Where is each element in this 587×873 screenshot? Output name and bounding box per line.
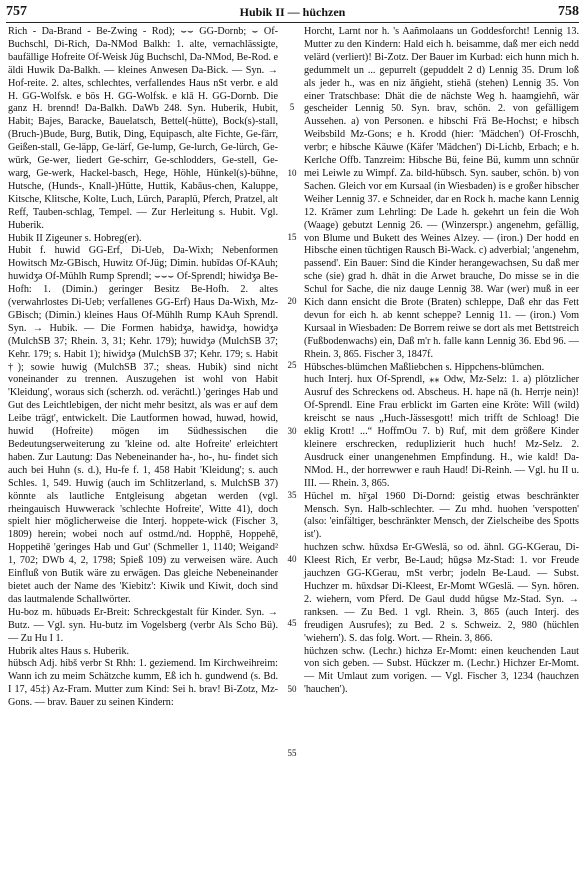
line-number: 20 <box>287 296 297 306</box>
entry-huechel: Hüchel m. hīʒəl 1960 Di-Dornd: geistig etwas beschränkter Mensch. Syn. Halb-schlechter. — Zu mhd. huohen 'verspotten' (also: 'einfältiger, beschränkter Mensch, der Zielscheibe des Spotts ist'). <box>304 490 579 541</box>
entry-huch: huch Interj. hux Of-Sprendl, ⁎⁎ Odw, Mz-Selz: 1. a) plötzlicher Ausruf des Schreckens od. Abscheus. H. hape nā (h. Herrje nein)! Of-Sprendl. Eine Frau erblickt im Garten eine Kröte: Will (wild) kreischt se naus „Huch-Jässesgott! mich trifft de Schloag! Die eklig Krott! ...“ HoffmOu 7. b) Ruf, mit dem größere Kinder kleinere erschrecken, reduplizierit huch huch! Mz-Selz. 2. Ausdruck einer unangenehmen Empfindung. H., wie kald! Da-NMod. H., der horrewwer e rauh Haud! Di-Reinh. — Vgl. hu II u. III. — Rhein. 3, 865. <box>304 374 579 489</box>
running-title: Hubik II — hüchzen <box>239 5 346 19</box>
page-number-left: 757 <box>6 4 27 19</box>
line-number: 35 <box>287 490 297 500</box>
right-column <box>304 26 579 697</box>
page-number-right: 758 <box>558 4 579 19</box>
page-header <box>6 2 579 23</box>
entry-hubrik: Hubrik altes Haus s. Huberik. <box>8 645 130 657</box>
line-number: 15 <box>287 232 297 242</box>
entry-huebsches-bluemchen: Hübsches-blümchen Maßliebchen s. Hippchens-blümchen. <box>304 361 545 373</box>
line-number: 40 <box>287 554 297 564</box>
line-number: 30 <box>287 426 297 436</box>
line-number: 5 <box>289 102 295 112</box>
left-column <box>8 26 278 710</box>
entry-hubik-continued: Rich - Da-Brand - Be-Zwing - Rod); ⌣⌣ GG-Dornb; ⌣ Of-Buchschl, Di-Rich, Da-NMod Balkh: 1. alte, vernachlässigte, baufällige Hofreite Of-Weisk Jüg Buchschl, Da-NMod, Be-Rod. e äldi Huwik Da-Balkh. — kleines Anwesen Da-Bick. — Syn. → Hof-reite. 2. altes, schlechtes, verfallendes Haus nSt verbr. e ald H. GG-Wolfsk. e bös H. GG-Wolfsk. e klā H. GG-Dornb. Die ganz H. brennd! Da-Balkh. DaWb 248. Syn. Huberik, Hubit, Habit; Bajes, Baracke, Bauelatsch, Bettel(-hütte), Bock(s)-stall, (Bruch-)Bude, Burg, Butik, Ding, Equipasch, alte Fichte, Ge-färr, Geißen-stall, Ge-läpp, Ge-lärf, Ge-lump, Ge-lurch, Ge-lürch, Ge-würk, Ge-wer, liedert Ge-schirr, Ge-schlodders, Ge-stell, Ge-warg, Ge-werk, Hackel-basch, Hege, Höhle, Hünkel(s)-bühne, Hutsche, (Hunds-, Knall-)Hütte, Huttik, Kabāus-chen, Kaluppe, Kitsche, Klitsche, Kolte, Luch, Lürch, Paraplü, Pferch, Pratzel, alt Reff, Tauben-schlag, Tempel. — Zur Herleitung s. Hubit. Vgl. Huberik. <box>8 26 278 231</box>
line-number: 50 <box>287 684 297 694</box>
entry-huebsch-continued: Horcht, Larnt nor h. 's Aañmolaans un Goddesforcht! Lennig 13. Mutter zu den Kindern: Hald eich h. beisamme, daß mer eich nedd velärd (verliert)! Bi-Zotz. Der Bauer im Kurbad: eich hunn mich h. gedummelt un ... gepurrelt (gepuddelt 2 d) Lennig 35. Drum loß als jeder h., was en niz āñgieht, stiehā (stehen) Lennig 35. Von einer Tratschbase: Dhät die de nächste Weg h. haamgiehñ, wär gescheider Lennig 50. Syn. brav, schön. 2. von gefälligem Aussehen. a) von Personen. e hibschi Frä Be-Hochst; e hibsch Weibsbild Mz-Gons; e h. Krodd (hier: 'Mädchen') Of-Froschh, verbr; e hibsche Käuwe (Käfer 'Mädchen') Di-Lichb, Erbach; e h. Kerlche Offb. Tanzreim: Hibsche Bü, feine Bü, kumm unn schnür mei Leiwle zu Wimpf. Za. bild-hübsch. Syn. sauber, schön. b) von Sachen. Gleich vor em Kursaal (in Wiesbaden) is e großer hibscher Weiher Lennig 37. e Schneider, dar en Rock h. mache kann Lennig 12. Krämer zum Lehrling: De Lade h. gekehrt un fein die Woh (Waage) gebutzt Lennig 26. — (Winzerspr.) angenehm, gefällig, von Blume und Bukett des Weines Alzey. — (iron.) Der hodd en Hibsche einen tüchtigen Rausch Bi-Wack. c) adverbial; 'angenehm, passend'. Ein Bauer: Sind die Kinder herangewachsen, Su daß mer sche (sie) grad h. dhät in die Arwet brauche, Do misse se in die Schul for Sache, die niz dauge Lennig 38. War (wer) muß in eer Kich dann ensicht die Brote (Braten) schleppe, Daß ehr das Fett devun for eich h. ab kennt scheppe? Lennig 11. — (iron.) Vom Kursaal in Wiesbaden: De Borrem reiwe se dort als met Bettstreich (Fußbodenwachs) ein, Daß m'r h. falle kann Lennig 36. Ebd 96. — Rhein. 3, 865. Fischer 3, 1847f. <box>304 26 579 360</box>
line-number: 10 <box>287 168 297 178</box>
line-number: 55 <box>287 748 297 758</box>
entry-huebsch: hübsch Adj. hibš verbr St Rhh: 1. geziemend. Im Kirchweihreim: Wann ich zu meim Schätzche kumm, Eß ich h. gundwend (s. Bd. I 17, 45‡) Az-Fram. Mutter zum Kind: Sei h. brav! Bi-Zotz, Mz-Gons. — brav. Bauer zu seinen Kindern: <box>8 658 278 709</box>
entry-hu-boz: Hu-boz m. hūbuəds Er-Breit: Schreckgestalt für Kinder. Syn. → Butz. — Vgl. syn. Hu-butz im Vogelsberg (verbr Als Scho Bü). — Zu Hu I 1. <box>8 606 278 644</box>
line-number: 25 <box>287 360 297 370</box>
entry-huchzen: huchzen schw. hūxdsə Er-GWeslä, so od. ähnl. GG-KGerau, Di-Kleest Rich, Er verbr, Be-Laud; hūgsə Mz-Stad: 1. vor Freude jauchzen GG-KGerau, mSt verbr; jodeln Be-Laud. — Subst. Huchzer m. hūxdsər Di-Kleest, Er-Momt WGeslä. — Syn. hōren. 2. wiehern, vom Pferd. De Gaul dudd hūgse Mz-Stad. Syn. → ranksen. — Zu Bed. 1 vgl. Rhein. 3, 865 (auch Interj. des freudigen Ausrufes); zu Bed. 2 s. Schweiz. 2, 980 (hüchlen 'wiehern'). S. das folg. Wort. — Rhein. 3, 866. <box>304 542 579 644</box>
entry-hubit: Hubit f. huwid GG-Erf, Di-Ueb, Da-Wixh; Nebenformen Howitsch Mz-GBisch, Huwitz Of-Jüg; Dimin. hubīdəs Of-KAuh; huwidʒə Of-Mühlh Rump Sprendl; ⌣⌣⌣ Of-Sprendl; hiwidʒə Be-Hofh: 1. (Dimin.) geringer Besitz Be-Hofh. 2. altes (verwahrlostes Di-Ueb; verfallenes GG-Erf) Haus Da-Wixh, Mz-GBisch; (Dimin.) kleines Haus Of-Mühlh Rump KAuh Sprendl. Syn. → Hubik. — Die Formen habidʒə, hawidʒə, howidʒə (MulchSB 37; Rhein. 3, 31; Kehr. 179); huwidʒə (MulchSB 37; Kehr. 179; s. Habit 1); hiwidʒə (MulchSB 37; Kehr. 179; s. Habit †); sowie huwig (MulchSB 37.; sheas. Hubik) sind nicht voneinander zu trennen. Auszugehen ist wohl von Habit 'Kleidung', woraus sich (scherzh. od. verächtl.) 'geringes Hab und Gut des Leichtlebigen, der nicht mehr besitzt, als was er auf dem Leibe trägt', entwickelt. Die Lautformen howəd, huwəd, howid, huwid (Hofreite) mögen im Südhessischen die Bedeutungserweiterung zu 'kleine od. alte Hofreite' erleichtert haben. Zur Lautung: Das Nebeneinander ha-, ho-, hu- findet sich auch bei Huhn (s. d.), Hu-fe f. 1, 458 Habit 'Kleidung'; s. auch Schles. 1, 549. Huwig (auch im Schlitzerland, s. MulchSB 37) könnte als lautliche Entgleisung abgetan werden (vgl. rheingauisch Huwwerack 'schlechte Hofreite', Witte 41), doch spielt hier möglicherweise die Interj. hoppete-wick (Fischer 3, 1809) herein; wobei noch auf ostmd./nd. Hopphē, Hoppehē, Hoppetihē 'geringes Hab und Gut' (Schmeller 1, 1140; Weigand² 1, 702; DWb 4, 2, 1798; Spieß 109) zu verweisen wäre. Auch Einfluß von Butik wäre zu erwägen. Das gleiche Nebeneinander bietet auch der Name des 'Kiebitz': Kiwik und Kiwit, doch sind das lautmalende Schallwörter. <box>8 245 278 605</box>
entry-huechzen: hüchzen schw. (Lechr.) hichzə Er-Momt: einen keuchenden Laut von sich geben. — Subst. Hückzer m. (Lechr.) Hichzer Er-Momt. — Mit Umlaut zum vorigen. — Vgl. Fischer 3, 1234 (hauchzen 'hauchen'). <box>304 645 579 696</box>
line-number: 45 <box>287 618 297 628</box>
entry-hubik-ii: Hubik II Zigeuner s. Hobreg(er). <box>8 232 142 244</box>
